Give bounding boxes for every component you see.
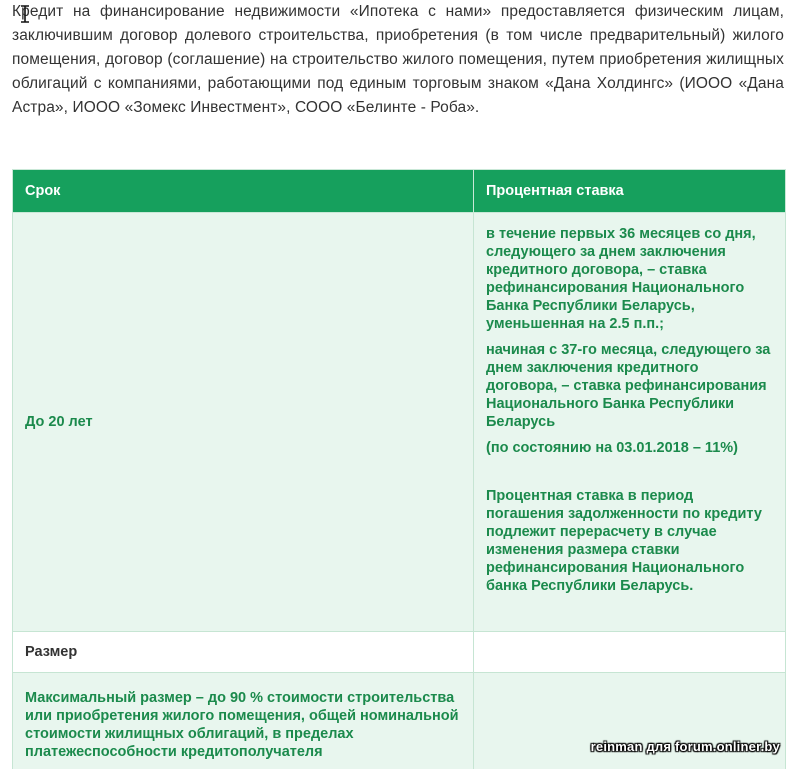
rate-recalculation-note: Процентная ставка в период погашения задолженности по кредиту подлежит перерасчету в случае изменения размера ставки рефинансирования Национального банка Республики Беларусь. (486, 488, 762, 594)
term-value: До 20 лет (13, 213, 474, 632)
table-row (13, 213, 786, 632)
table-row (13, 632, 786, 673)
header-rate: Процентная ставка (474, 170, 786, 213)
header-term: Срок (13, 170, 474, 213)
mortgage-terms-table (12, 169, 786, 769)
rate-as-of-date: (по состоянию на 03.01.2018 – 11%) (486, 440, 738, 456)
intro-paragraph: Кредит на финансирование недвижимости «Ипотека с нами» предоставляется физическим лицам, заключившим договор долевого строительства, приобретения (в том числе предварительный) жилого помещения, договор (соглашение) на строительство жилого помещения, путем приобретения жилищных облигаций с компаниями, работающими под единым торговым знаком «Дана Холдингс» (ИООО «Дана Астра», ИООО «Зомекс Инвестмент», СООО «Белинте - Роба». (12, 3, 784, 116)
rate-second-period: начиная с 37-го месяца, следующего за днем заключения кредитного договора, – ставка рефинансирования Национального Банка Республики Беларусь (486, 342, 771, 430)
watermark: reinman для forum.onliner.by (590, 739, 780, 754)
table-row (13, 673, 786, 769)
text-cursor-icon (20, 5, 30, 23)
rate-first-period: в течение первых 36 месяцев со дня, следующего за днем заключения кредитного договора, – ставка рефинансирования Национального Банка Республики Беларусь, уменьшенная на 2.5 п.п.; (486, 226, 756, 332)
rate-details (474, 213, 786, 632)
table-header-row (13, 170, 786, 213)
size-label: Размер (13, 632, 474, 673)
size-empty-cell (474, 632, 786, 673)
max-amount-text: Максимальный размер – до 90 % стоимости строительства или приобретения жилого помещения, общей номинальной стоимости жилищных облигаций, в пределах платежеспособности кредитополучателя (13, 673, 474, 769)
max-empty-cell (474, 673, 786, 769)
